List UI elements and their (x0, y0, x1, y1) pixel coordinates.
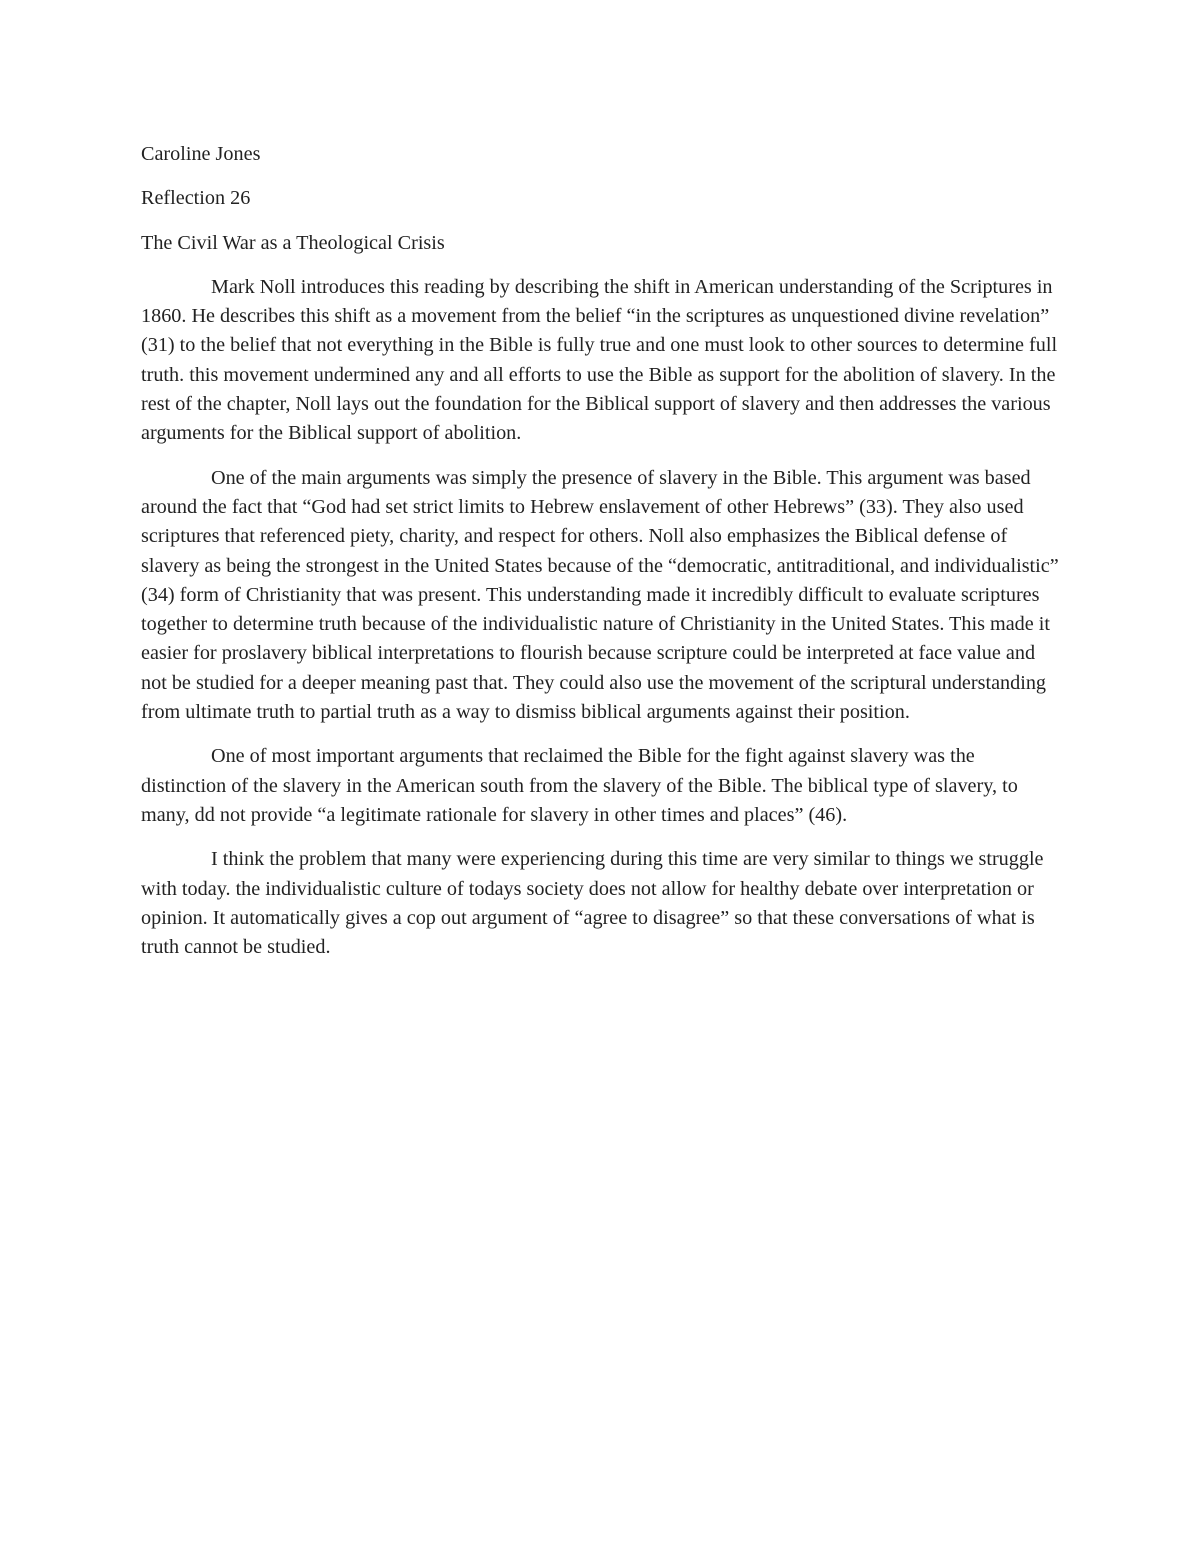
document-body (141, 140, 1061, 977)
assignment-label: Reflection 26 (141, 187, 251, 210)
paragraph-4: I think the problem that many were experiencing during this time are very similar to things we struggle with today. the individualistic culture of todays society does not allow for healthy debate over interpretation or opinion. It automatically gives a cop out argument of “agree to disagree” so that these conversations of what is truth cannot be studied. (141, 848, 1044, 959)
paragraph-3: One of most important arguments that reclaimed the Bible for the fight against slavery was the distinction of the slavery in the American south from the slavery of the Bible. The biblical type of slavery, to many, dd not provide “a legitimate rationale for slavery in other times and places” (46). (141, 745, 1018, 826)
author-name: Caroline Jones (141, 143, 261, 165)
paragraph-1: Mark Noll introduces this reading by describing the shift in American understanding of the Scriptures in 1860. He describes this shift as a movement from the belief “in the scriptures as unquestioned divine revelation” (31) to the belief that not everything in the Bible is fully true and one must look to other sources to determine full truth. this movement undermined any and all efforts to use the Bible as support for the abolition of slavery. In the rest of the chapter, Noll lays out the foundation for the Biblical support of slavery and then addresses the various arguments for the Biblical support of abolition. (141, 275, 1058, 445)
document-title: The Civil War as a Theological Crisis (141, 231, 445, 254)
paragraph-2: One of the main arguments was simply the presence of slavery in the Bible. This argument was based around the fact that “God had set strict limits to Hebrew enslavement of other Hebrews” (33). They also used scriptures that referenced piety, charity, and respect for others. Noll also emphasizes the Biblical defense of slavery as being the strongest in the United States because of the “democratic, antitraditional, and individualistic” (34) form of Christianity that was present. This understanding made it incredibly difficult to evaluate scriptures together to determine truth because of the individualistic nature of Christianity in the United States. This made it easier for proslavery biblical interpretations to flourish because scripture could be interpreted at face value and not be studied for a deeper meaning past that. They could also use the movement of the scriptural understanding from ultimate truth to partial truth as a way to dismiss biblical arguments against their position. (141, 466, 1059, 724)
